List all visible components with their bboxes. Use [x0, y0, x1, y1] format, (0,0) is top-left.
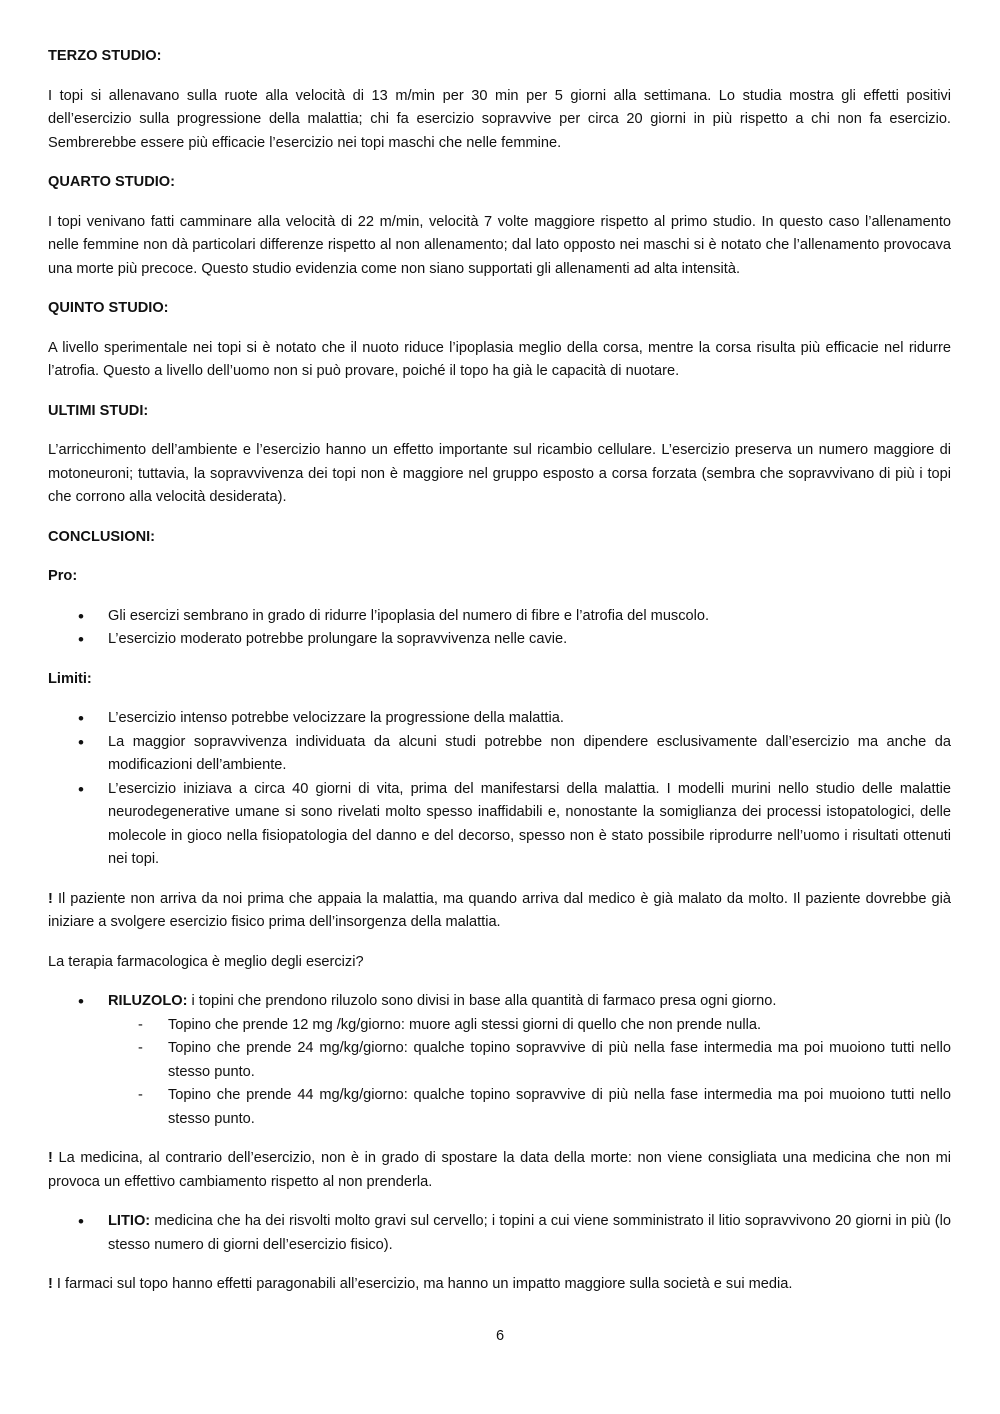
page-number: 6 — [495, 1328, 505, 1344]
list-item: • L’esercizio moderato potrebbe prolungare la sopravvivenza nelle cavie. — [48, 628, 951, 652]
riluzolo-text: i topini che prendono riluzolo sono divisi in base alla quantità di farmaco presa ogni giorno. — [187, 993, 777, 1009]
document-page — [48, 45, 951, 1313]
dose-item: - Topino che prende 12 mg /kg/giorno: muore agli stessi giorni di quello che non prende nulla. — [108, 1014, 951, 1038]
paragraph-terzo-studio: I topi si allenavano sulla ruote alla velocità di 13 m/min per 30 min per 5 giorni alla settimana. Lo studia mostra gli effetti positivi dell’esercizio sulla progressione della malattia; chi fa esercizio sopravvive per circa 20 giorni in più rispetto a chi non fa esercizio. Sembrerebbe essere più efficacie l’esercizio nei topi maschi che nelle femmine. — [48, 87, 951, 151]
note-text: I farmaci sul topo hanno effetti paragonabili all’esercizio, ma hanno un impatto maggiore sulla società e sui media. — [52, 1276, 793, 1292]
list-item: • La maggior sopravvivenza individuata da alcuni studi potrebbe non dipendere esclusivamente dall’esercizio ma anche da modificazioni dell’ambiente. — [48, 731, 951, 778]
pro-label: Pro: — [48, 568, 78, 584]
note-mark: ! — [48, 1276, 53, 1292]
note-mark: ! — [48, 1150, 53, 1166]
dose-item: - Topino che prende 24 mg/kg/giorno: qualche topino sopravvive di più nella fase intermedia ma poi muoiono tutti nello stesso punto. — [108, 1037, 951, 1084]
list-item: • L’esercizio iniziava a circa 40 giorni di vita, prima del manifestarsi della malattia. I modelli murini nello studio delle malattie neurodegenerative umane si sono rivelati molto spesso inaffidabili e, nonostante la somiglianza dei processi istopatologici, delle molecole in gioco nella fisiopatologia del danno e del decorso, spesso non è stato possibile riprodurre nell’uomo i risultati ottenuti nei topi. — [48, 778, 951, 872]
note-mark: ! — [48, 890, 53, 907]
note-paziente — [48, 888, 951, 935]
note-text: La medicina, al contrario dell’esercizio, non è in grado di spostare la data della morte: non viene consigliata una medicina che non mi provoca un effettivo cambiamento rispetto al non prenderla. — [48, 1150, 951, 1190]
list-item: • Gli esercizi sembrano in grado di ridurre l’ipoplasia del numero di fibre e l’atrofia del muscolo. — [48, 605, 951, 629]
dose-item: - Topino che prende 44 mg/kg/giorno: qualche topino sopravvive di più nella fase intermedia ma poi muoiono tutti nello stesso punto. — [108, 1084, 951, 1131]
litio-text: medicina che ha dei risvolti molto gravi sul cervello; i topini a cui viene somministrato il litio sopravvivono 20 giorni in più (lo stesso numero di giorni dell’esercizio fisico). — [108, 1213, 951, 1253]
list-item-litio — [48, 1210, 951, 1257]
riluzolo-doses — [108, 1014, 951, 1132]
paragraph-quarto-studio: I topi venivano fatti camminare alla velocità di 22 m/min, velocità 7 volte maggiore rispetto al primo studio. In questo caso l’allenamento nelle femmine non dà particolari differenze rispetto al non allenamento; dal lato opposto nei maschi si è notato che l’allenamento provocava una morte più precoce. Questo studio evidenzia come non siano supportati gli allenamenti ad alta intensità. — [48, 213, 951, 277]
section-heading-quarto-studio: QUARTO STUDIO: — [48, 174, 176, 190]
litio-list — [48, 1210, 951, 1257]
note-medicina — [48, 1147, 951, 1194]
paragraph-quinto-studio: A livello sperimentale nei topi si è notato che il nuoto riduce l’ipoplasia meglio della corsa, mentre la corsa risulta più efficacie nel ridurre l’atrofia. Questo a livello dell’uomo non si può provare, poiché il topo ha già le capacità di nuotare. — [48, 339, 951, 379]
riluzolo-list — [48, 990, 951, 1131]
list-item-riluzolo — [48, 990, 951, 1131]
section-heading-terzo-studio: TERZO STUDIO: — [48, 48, 162, 64]
note-text: Il paziente non arriva da noi prima che appaia la malattia, ma quando arriva dal medico è già malato da molto. Il paziente dovrebbe già iniziare a svolgere esercizio fisico prima dell’insorgenza della malattia. — [48, 890, 951, 930]
paragraph-ultimi-studi: L’arricchimento dell’ambiente e l’esercizio hanno un effetto importante sul ricambio cellulare. L’esercizio preserva un numero maggiore di motoneuroni; tuttavia, la sopravvivenza dei topi non è maggiore nel gruppo esposto a corsa forzata (sembra che sopravvivano di più i topi che corrono alla velocità desiderata). — [48, 442, 951, 505]
pro-list — [48, 605, 951, 652]
list-item: • L’esercizio intenso potrebbe velocizzare la progressione della malattia. — [48, 707, 951, 731]
question-terapia: La terapia farmacologica è meglio degli esercizi? — [48, 953, 364, 970]
section-heading-quinto-studio: QUINTO STUDIO: — [48, 300, 169, 316]
litio-label: LITIO: — [108, 1213, 151, 1229]
limiti-label: Limiti: — [48, 670, 92, 687]
section-heading-ultimi-studi: ULTIMI STUDI: — [48, 402, 149, 419]
limiti-list — [48, 707, 951, 872]
riluzolo-label: RILUZOLO: — [108, 993, 188, 1009]
note-farmaci — [48, 1273, 951, 1297]
section-heading-conclusioni: CONCLUSIONI: — [48, 528, 156, 545]
